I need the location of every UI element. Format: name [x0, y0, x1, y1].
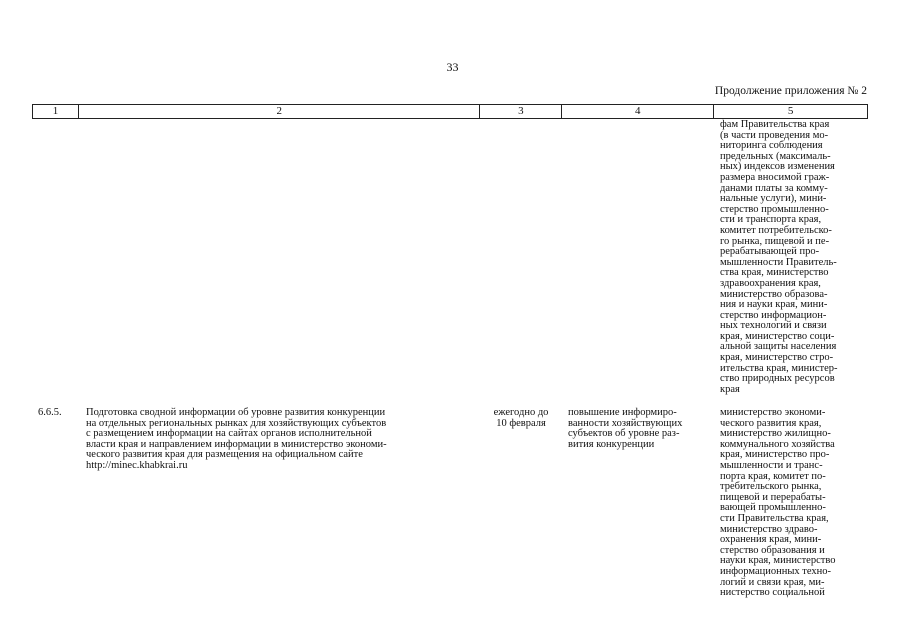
carryover-line: фам Правительства края	[720, 119, 830, 130]
header-col-5: 5	[714, 105, 868, 118]
carryover-line: комитет потребительско-	[720, 224, 832, 236]
carryover-line: альной защиты населения	[720, 341, 837, 353]
executors-line: пищевой и перерабаты-	[720, 491, 826, 503]
executors-line: нистерство социальной	[720, 587, 825, 599]
row-result-cell	[568, 408, 713, 450]
carryover-line: ных технологий и связи	[720, 320, 827, 332]
carryover-line: ниторинга соблюдения	[720, 140, 823, 152]
carryover-line: министерство образова-	[720, 288, 828, 300]
carryover-line: рерабатывающей про-	[720, 246, 820, 258]
executors-line: порта края, комитет по-	[720, 470, 826, 482]
executors-line: министерство здраво-	[720, 523, 818, 535]
executors-line: ческого развития края,	[720, 417, 822, 429]
carryover-line: мышленности Правитель-	[720, 256, 837, 268]
result-line: вития конкуренции	[568, 438, 655, 450]
executors-line: информационных техно-	[720, 565, 831, 577]
carryover-line: стерство промышленно-	[720, 203, 829, 215]
carryover-line: данами платы за комму-	[720, 182, 828, 194]
executors-line: вающей промышленно-	[720, 502, 826, 514]
row-number: 6.6.5.	[38, 407, 62, 418]
carryover-line: размера вносимой граж-	[720, 171, 830, 183]
header-col-3: 3	[480, 105, 562, 118]
result-line: субъектов об уровне раз-	[568, 428, 680, 440]
result-line: ванности хозяйствующих	[568, 417, 683, 429]
carryover-line: края	[720, 383, 740, 395]
header-col-4: 4	[562, 105, 714, 118]
carryover-line: сти и транспорта края,	[720, 214, 822, 226]
carryover-line: ительства края, министер-	[720, 362, 838, 374]
row-executors-cell	[720, 408, 870, 599]
description-line: http://minec.khabkrai.ru	[86, 459, 188, 471]
executors-line: коммунального хозяйства	[720, 438, 835, 450]
carryover-line: го рынка, пищевой и пе-	[720, 235, 830, 247]
description-line: на отдельных региональных рынках для хозяйствующих субъектов	[86, 417, 387, 429]
term-line: 10 февраля	[496, 417, 546, 429]
carryover-line: (в части проведения мо-	[720, 129, 829, 141]
page-number: 33	[446, 60, 459, 74]
carryover-line: предельных (максималь-	[720, 150, 831, 162]
header-col-1: 1	[33, 105, 79, 118]
carryover-line: стерство информацион-	[720, 309, 827, 321]
description-line: с размещением информации на сайтах органов исполнительной	[86, 428, 372, 440]
term-line: ежегодно до	[493, 407, 549, 418]
executors-line: министерство жилищно-	[720, 428, 831, 440]
executors-line: требительского рынка,	[720, 481, 822, 493]
header-col-2: 2	[79, 105, 481, 118]
carryover-line: ства края, министерство	[720, 267, 829, 279]
executors-line: мышленности и транс-	[720, 459, 823, 471]
carryover-line: края, министерство соци-	[720, 330, 835, 342]
executors-line: охранения края, мини-	[720, 534, 822, 546]
executors-line: логий и связи края, ми-	[720, 576, 825, 588]
description-line: ческого развития края для размещения на официальном сайте	[86, 449, 363, 461]
continuation-caption: Продолжение приложения № 2	[714, 85, 867, 97]
carryover-line: ния и науки края, мини-	[720, 299, 828, 311]
carryover-line: нальные услуги), мини-	[720, 193, 827, 205]
table-header-row	[32, 104, 868, 119]
executors-line: министерство экономи-	[720, 407, 826, 418]
executors-line: края, министерство про-	[720, 449, 830, 461]
row-description-cell	[86, 408, 472, 472]
executors-line: науки края, министерство	[720, 555, 836, 567]
result-line: повышение информиро-	[568, 407, 677, 418]
carryover-line: ство природных ресурсов	[720, 373, 835, 385]
carryover-line: края, министерство стро-	[720, 352, 834, 364]
carryover-executors-cell	[720, 120, 870, 395]
carryover-line: здравоохранения края,	[720, 277, 821, 289]
description-line: Подготовка сводной информации об уровне развития конкуренции	[86, 407, 386, 418]
executors-line: стерство образования и	[720, 544, 825, 556]
row-term-cell	[483, 408, 559, 429]
carryover-line: ных) индексов изменения	[720, 161, 835, 173]
description-line: власти края и направлением информации в министерство экономи-	[86, 438, 387, 450]
executors-line: сти Правительства края,	[720, 512, 829, 524]
